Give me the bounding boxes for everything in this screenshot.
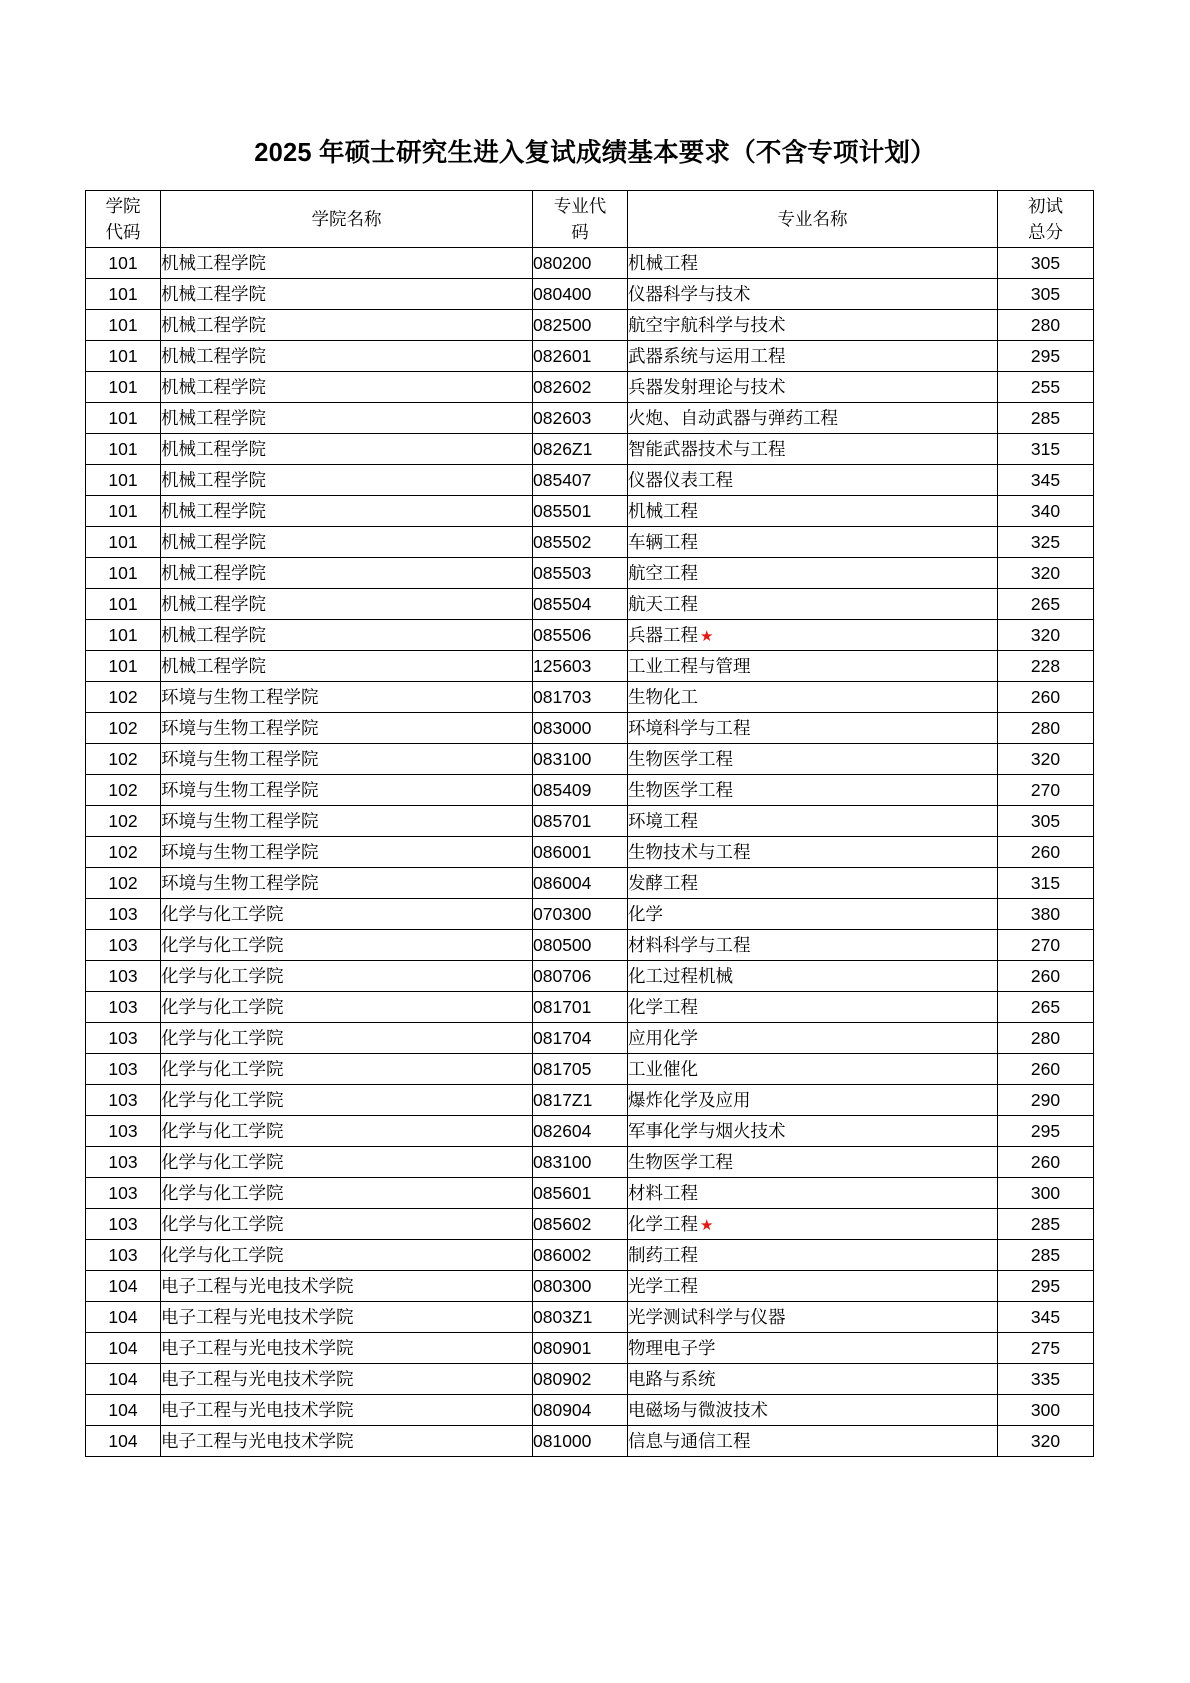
- cell-college-code: 101: [86, 434, 161, 465]
- cell-major-name: [628, 527, 998, 558]
- major-name-text: 化学工程: [628, 1214, 698, 1234]
- major-name-text: 物理电子学: [628, 1338, 716, 1358]
- cell-college-code: 103: [86, 1116, 161, 1147]
- major-name-text: 机械工程: [628, 501, 698, 521]
- table-row: [86, 837, 1094, 868]
- cell-college-name: 机械工程学院: [161, 248, 533, 279]
- cell-major-code: 086002: [533, 1240, 628, 1271]
- cell-college-name: 机械工程学院: [161, 651, 533, 682]
- cell-major-code: 082500: [533, 310, 628, 341]
- cell-major-name: [628, 403, 998, 434]
- table-row: [86, 1209, 1094, 1240]
- major-name-text: 航空工程: [628, 563, 698, 583]
- cell-score: 260: [998, 1147, 1094, 1178]
- major-name-text: 爆炸化学及应用: [628, 1090, 751, 1110]
- major-name-text: 兵器发射理论与技术: [628, 377, 786, 397]
- cell-college-name: 化学与化工学院: [161, 1209, 533, 1240]
- cell-score: 270: [998, 930, 1094, 961]
- cell-major-code: 082602: [533, 372, 628, 403]
- table-row: [86, 248, 1094, 279]
- cell-major-name: [628, 372, 998, 403]
- cell-college-code: 103: [86, 930, 161, 961]
- table-row: [86, 496, 1094, 527]
- cell-score: 345: [998, 1302, 1094, 1333]
- table-row: [86, 1023, 1094, 1054]
- admission-score-table: [85, 190, 1094, 1457]
- cell-major-code: 081000: [533, 1426, 628, 1457]
- major-name-text: 武器系统与运用工程: [628, 346, 786, 366]
- page-title: 2025 年硕士研究生进入复试成绩基本要求（不含专项计划）: [254, 139, 936, 167]
- cell-score: 280: [998, 310, 1094, 341]
- table-row: [86, 1147, 1094, 1178]
- cell-college-code: 103: [86, 1147, 161, 1178]
- cell-score: 265: [998, 589, 1094, 620]
- column-header-score-line1: 初试: [1028, 196, 1063, 216]
- cell-score: 340: [998, 496, 1094, 527]
- cell-score: 320: [998, 558, 1094, 589]
- cell-college-code: 101: [86, 620, 161, 651]
- cell-score: 325: [998, 527, 1094, 558]
- cell-college-code: 103: [86, 961, 161, 992]
- cell-score: 305: [998, 806, 1094, 837]
- major-name-text: 信息与通信工程: [628, 1431, 751, 1451]
- table-row: [86, 868, 1094, 899]
- table-row: [86, 682, 1094, 713]
- cell-college-code: 103: [86, 1209, 161, 1240]
- table-row: [86, 434, 1094, 465]
- major-name-text: 发酵工程: [628, 873, 698, 893]
- cell-major-code: 0803Z1: [533, 1302, 628, 1333]
- cell-major-code: 0817Z1: [533, 1085, 628, 1116]
- cell-major-code: 080300: [533, 1271, 628, 1302]
- major-name-text: 环境工程: [628, 811, 698, 831]
- table-row: [86, 465, 1094, 496]
- cell-score: 320: [998, 744, 1094, 775]
- cell-score: 320: [998, 620, 1094, 651]
- cell-major-code: 085502: [533, 527, 628, 558]
- cell-major-name: [628, 1364, 998, 1395]
- cell-major-code: 081704: [533, 1023, 628, 1054]
- cell-college-name: 机械工程学院: [161, 310, 533, 341]
- cell-major-name: [628, 1085, 998, 1116]
- cell-major-name: [628, 1240, 998, 1271]
- cell-college-code: 103: [86, 992, 161, 1023]
- cell-college-name: 化学与化工学院: [161, 961, 533, 992]
- major-name-text: 电路与系统: [628, 1369, 716, 1389]
- cell-major-code: 083100: [533, 1147, 628, 1178]
- cell-college-name: 机械工程学院: [161, 589, 533, 620]
- cell-major-code: 085409: [533, 775, 628, 806]
- cell-college-code: 104: [86, 1426, 161, 1457]
- cell-score: 305: [998, 248, 1094, 279]
- cell-score: 285: [998, 403, 1094, 434]
- cell-college-name: 化学与化工学院: [161, 930, 533, 961]
- cell-major-name: [628, 930, 998, 961]
- table-row: [86, 1178, 1094, 1209]
- table-row: [86, 930, 1094, 961]
- cell-major-name: [628, 651, 998, 682]
- cell-major-code: 085506: [533, 620, 628, 651]
- cell-score: 270: [998, 775, 1094, 806]
- cell-college-name: 环境与生物工程学院: [161, 713, 533, 744]
- cell-major-name: [628, 496, 998, 527]
- cell-college-code: 104: [86, 1333, 161, 1364]
- cell-major-name: [628, 620, 998, 651]
- cell-college-code: 104: [86, 1395, 161, 1426]
- cell-major-name: [628, 868, 998, 899]
- major-name-text: 应用化学: [628, 1028, 698, 1048]
- cell-score: 285: [998, 1240, 1094, 1271]
- star-icon: ★: [700, 628, 714, 645]
- cell-college-name: 化学与化工学院: [161, 1116, 533, 1147]
- cell-major-code: 081701: [533, 992, 628, 1023]
- cell-college-code: 103: [86, 1240, 161, 1271]
- cell-score: 260: [998, 682, 1094, 713]
- cell-college-name: 机械工程学院: [161, 620, 533, 651]
- cell-score: 345: [998, 465, 1094, 496]
- cell-score: 255: [998, 372, 1094, 403]
- cell-major-code: 0826Z1: [533, 434, 628, 465]
- cell-college-code: 101: [86, 310, 161, 341]
- cell-major-code: 085503: [533, 558, 628, 589]
- table-row: [86, 1426, 1094, 1457]
- major-name-text: 电磁场与微波技术: [628, 1400, 768, 1420]
- cell-major-code: 081703: [533, 682, 628, 713]
- table-row: [86, 899, 1094, 930]
- column-header-college-code-line2: 代码: [105, 222, 141, 242]
- table-row: [86, 558, 1094, 589]
- column-header-score: [998, 191, 1094, 248]
- cell-college-code: 102: [86, 775, 161, 806]
- cell-major-name: [628, 744, 998, 775]
- table-row: [86, 310, 1094, 341]
- cell-college-name: 化学与化工学院: [161, 1240, 533, 1271]
- table-row: [86, 1240, 1094, 1271]
- cell-major-code: 082603: [533, 403, 628, 434]
- cell-major-name: [628, 279, 998, 310]
- major-name-text: 生物医学工程: [628, 780, 733, 800]
- column-header-major-code: [533, 191, 628, 248]
- column-header-major-name: 专业名称: [628, 191, 998, 248]
- cell-score: 228: [998, 651, 1094, 682]
- cell-major-code: 086004: [533, 868, 628, 899]
- major-name-text: 仪器仪表工程: [628, 470, 733, 490]
- cell-major-name: [628, 992, 998, 1023]
- table-body: [86, 248, 1094, 1457]
- cell-major-code: 080400: [533, 279, 628, 310]
- column-header-score-line2: 总分: [1028, 222, 1063, 242]
- cell-college-code: 101: [86, 496, 161, 527]
- cell-college-code: 103: [86, 1054, 161, 1085]
- cell-score: 265: [998, 992, 1094, 1023]
- table-row: [86, 1333, 1094, 1364]
- column-header-major-code-line1: 专业代: [553, 196, 607, 216]
- cell-college-code: 103: [86, 1023, 161, 1054]
- cell-college-code: 101: [86, 403, 161, 434]
- major-name-text: 航空宇航科学与技术: [628, 315, 786, 335]
- cell-college-code: 101: [86, 341, 161, 372]
- major-name-text: 工业工程与管理: [628, 656, 751, 676]
- cell-score: 295: [998, 1116, 1094, 1147]
- table-row: [86, 341, 1094, 372]
- cell-score: 315: [998, 868, 1094, 899]
- column-header-college-code: [86, 191, 161, 248]
- cell-major-code: 085602: [533, 1209, 628, 1240]
- cell-college-name: 化学与化工学院: [161, 899, 533, 930]
- cell-college-code: 101: [86, 651, 161, 682]
- cell-college-name: 化学与化工学院: [161, 1147, 533, 1178]
- major-name-text: 化学: [628, 904, 663, 924]
- cell-college-code: 104: [86, 1271, 161, 1302]
- column-header-college-code-line1: 学院: [105, 196, 141, 216]
- cell-college-code: 102: [86, 682, 161, 713]
- cell-score: 280: [998, 1023, 1094, 1054]
- cell-college-name: 机械工程学院: [161, 279, 533, 310]
- table-row: [86, 1085, 1094, 1116]
- cell-college-name: 电子工程与光电技术学院: [161, 1426, 533, 1457]
- cell-major-name: [628, 899, 998, 930]
- cell-college-name: 电子工程与光电技术学院: [161, 1395, 533, 1426]
- cell-major-name: [628, 1054, 998, 1085]
- cell-major-code: 083000: [533, 713, 628, 744]
- major-name-text: 兵器工程: [628, 625, 698, 645]
- major-name-text: 环境科学与工程: [628, 718, 751, 738]
- cell-major-name: [628, 806, 998, 837]
- cell-college-code: 102: [86, 868, 161, 899]
- cell-college-name: 化学与化工学院: [161, 1054, 533, 1085]
- table-row: [86, 527, 1094, 558]
- major-name-text: 仪器科学与技术: [628, 284, 751, 304]
- cell-score: 300: [998, 1178, 1094, 1209]
- table-row: [86, 1395, 1094, 1426]
- major-name-text: 生物医学工程: [628, 1152, 733, 1172]
- table-row: [86, 1116, 1094, 1147]
- cell-major-code: 083100: [533, 744, 628, 775]
- cell-major-name: [628, 1333, 998, 1364]
- cell-college-code: 101: [86, 527, 161, 558]
- cell-score: 305: [998, 279, 1094, 310]
- major-name-text: 光学测试科学与仪器: [628, 1307, 786, 1327]
- cell-score: 275: [998, 1333, 1094, 1364]
- cell-college-name: 化学与化工学院: [161, 992, 533, 1023]
- major-name-text: 材料科学与工程: [628, 935, 751, 955]
- major-name-text: 化学工程: [628, 997, 698, 1017]
- table-row: [86, 992, 1094, 1023]
- cell-college-name: 机械工程学院: [161, 465, 533, 496]
- table-row: [86, 1302, 1094, 1333]
- table-header: [86, 191, 1094, 248]
- cell-college-name: 机械工程学院: [161, 558, 533, 589]
- cell-college-code: 101: [86, 372, 161, 403]
- cell-major-code: 080902: [533, 1364, 628, 1395]
- cell-college-code: 104: [86, 1302, 161, 1333]
- cell-college-name: 化学与化工学院: [161, 1085, 533, 1116]
- table-header-row: [86, 191, 1094, 248]
- major-name-text: 生物技术与工程: [628, 842, 751, 862]
- table-row: [86, 744, 1094, 775]
- cell-major-name: [628, 1426, 998, 1457]
- cell-major-code: 081705: [533, 1054, 628, 1085]
- cell-college-name: 环境与生物工程学院: [161, 775, 533, 806]
- cell-college-code: 103: [86, 899, 161, 930]
- cell-major-code: 085501: [533, 496, 628, 527]
- cell-score: 315: [998, 434, 1094, 465]
- cell-major-name: [628, 1302, 998, 1333]
- cell-college-name: 电子工程与光电技术学院: [161, 1302, 533, 1333]
- cell-score: 285: [998, 1209, 1094, 1240]
- cell-college-code: 102: [86, 806, 161, 837]
- table-row: [86, 372, 1094, 403]
- column-header-college-name: 学院名称: [161, 191, 533, 248]
- cell-major-code: 125603: [533, 651, 628, 682]
- cell-major-code: 085504: [533, 589, 628, 620]
- major-name-text: 生物化工: [628, 687, 698, 707]
- table-row: [86, 713, 1094, 744]
- cell-major-name: [628, 310, 998, 341]
- cell-college-name: 环境与生物工程学院: [161, 806, 533, 837]
- cell-college-code: 101: [86, 589, 161, 620]
- major-name-text: 工业催化: [628, 1059, 698, 1079]
- cell-score: 260: [998, 837, 1094, 868]
- table-row: [86, 620, 1094, 651]
- table-row: [86, 806, 1094, 837]
- cell-college-code: 102: [86, 744, 161, 775]
- major-name-text: 制药工程: [628, 1245, 698, 1265]
- table-row: [86, 1271, 1094, 1302]
- cell-major-name: [628, 558, 998, 589]
- cell-college-code: 101: [86, 558, 161, 589]
- cell-college-code: 101: [86, 465, 161, 496]
- cell-major-code: 080500: [533, 930, 628, 961]
- cell-major-name: [628, 1178, 998, 1209]
- cell-major-code: 080200: [533, 248, 628, 279]
- table-row: [86, 403, 1094, 434]
- cell-major-name: [628, 1395, 998, 1426]
- major-name-text: 火炮、自动武器与弹药工程: [628, 408, 838, 428]
- cell-major-code: 085701: [533, 806, 628, 837]
- column-header-major-code-line2: 码: [571, 222, 589, 242]
- major-name-text: 光学工程: [628, 1276, 698, 1296]
- cell-college-name: 机械工程学院: [161, 434, 533, 465]
- cell-college-name: 机械工程学院: [161, 496, 533, 527]
- cell-college-code: 101: [86, 248, 161, 279]
- cell-major-name: [628, 341, 998, 372]
- cell-college-name: 机械工程学院: [161, 403, 533, 434]
- table-row: [86, 775, 1094, 806]
- cell-major-name: [628, 961, 998, 992]
- cell-college-name: 电子工程与光电技术学院: [161, 1333, 533, 1364]
- cell-college-code: 102: [86, 713, 161, 744]
- cell-score: 335: [998, 1364, 1094, 1395]
- table-row: [86, 651, 1094, 682]
- cell-score: 295: [998, 1271, 1094, 1302]
- major-name-text: 智能武器技术与工程: [628, 439, 786, 459]
- cell-score: 380: [998, 899, 1094, 930]
- cell-major-name: [628, 713, 998, 744]
- cell-major-name: [628, 465, 998, 496]
- cell-major-code: 085407: [533, 465, 628, 496]
- cell-major-name: [628, 682, 998, 713]
- cell-major-name: [628, 434, 998, 465]
- cell-college-name: 电子工程与光电技术学院: [161, 1364, 533, 1395]
- table-row: [86, 1364, 1094, 1395]
- cell-college-name: 机械工程学院: [161, 341, 533, 372]
- cell-score: 280: [998, 713, 1094, 744]
- cell-major-name: [628, 1023, 998, 1054]
- major-name-text: 军事化学与烟火技术: [628, 1121, 786, 1141]
- cell-college-name: 环境与生物工程学院: [161, 868, 533, 899]
- cell-score: 300: [998, 1395, 1094, 1426]
- cell-college-name: 电子工程与光电技术学院: [161, 1271, 533, 1302]
- cell-college-code: 103: [86, 1178, 161, 1209]
- cell-college-name: 机械工程学院: [161, 527, 533, 558]
- cell-major-name: [628, 837, 998, 868]
- cell-score: 320: [998, 1426, 1094, 1457]
- major-name-text: 车辆工程: [628, 532, 698, 552]
- table-row: [86, 589, 1094, 620]
- cell-major-name: [628, 589, 998, 620]
- cell-major-name: [628, 1209, 998, 1240]
- cell-college-name: 环境与生物工程学院: [161, 837, 533, 868]
- cell-college-name: 机械工程学院: [161, 372, 533, 403]
- cell-college-name: 环境与生物工程学院: [161, 744, 533, 775]
- major-name-text: 航天工程: [628, 594, 698, 614]
- cell-major-code: 080706: [533, 961, 628, 992]
- cell-major-code: 082601: [533, 341, 628, 372]
- table-row: [86, 1054, 1094, 1085]
- table-row: [86, 961, 1094, 992]
- cell-major-code: 082604: [533, 1116, 628, 1147]
- cell-major-code: 080904: [533, 1395, 628, 1426]
- cell-score: 295: [998, 341, 1094, 372]
- cell-college-name: 化学与化工学院: [161, 1178, 533, 1209]
- cell-college-code: 104: [86, 1364, 161, 1395]
- star-icon: ★: [700, 1217, 714, 1234]
- cell-college-code: 103: [86, 1085, 161, 1116]
- major-name-text: 化工过程机械: [628, 966, 733, 986]
- major-name-text: 机械工程: [628, 253, 698, 273]
- cell-major-name: [628, 1116, 998, 1147]
- table-row: [86, 279, 1094, 310]
- cell-college-code: 101: [86, 279, 161, 310]
- cell-major-code: 070300: [533, 899, 628, 930]
- major-name-text: 生物医学工程: [628, 749, 733, 769]
- cell-score: 290: [998, 1085, 1094, 1116]
- cell-major-name: [628, 1147, 998, 1178]
- cell-college-name: 化学与化工学院: [161, 1023, 533, 1054]
- cell-major-code: 086001: [533, 837, 628, 868]
- cell-college-name: 环境与生物工程学院: [161, 682, 533, 713]
- cell-major-name: [628, 775, 998, 806]
- cell-college-code: 102: [86, 837, 161, 868]
- cell-major-code: 085601: [533, 1178, 628, 1209]
- cell-major-name: [628, 1271, 998, 1302]
- cell-major-name: [628, 248, 998, 279]
- cell-score: 260: [998, 961, 1094, 992]
- major-name-text: 材料工程: [628, 1183, 698, 1203]
- cell-major-code: 080901: [533, 1333, 628, 1364]
- cell-score: 260: [998, 1054, 1094, 1085]
